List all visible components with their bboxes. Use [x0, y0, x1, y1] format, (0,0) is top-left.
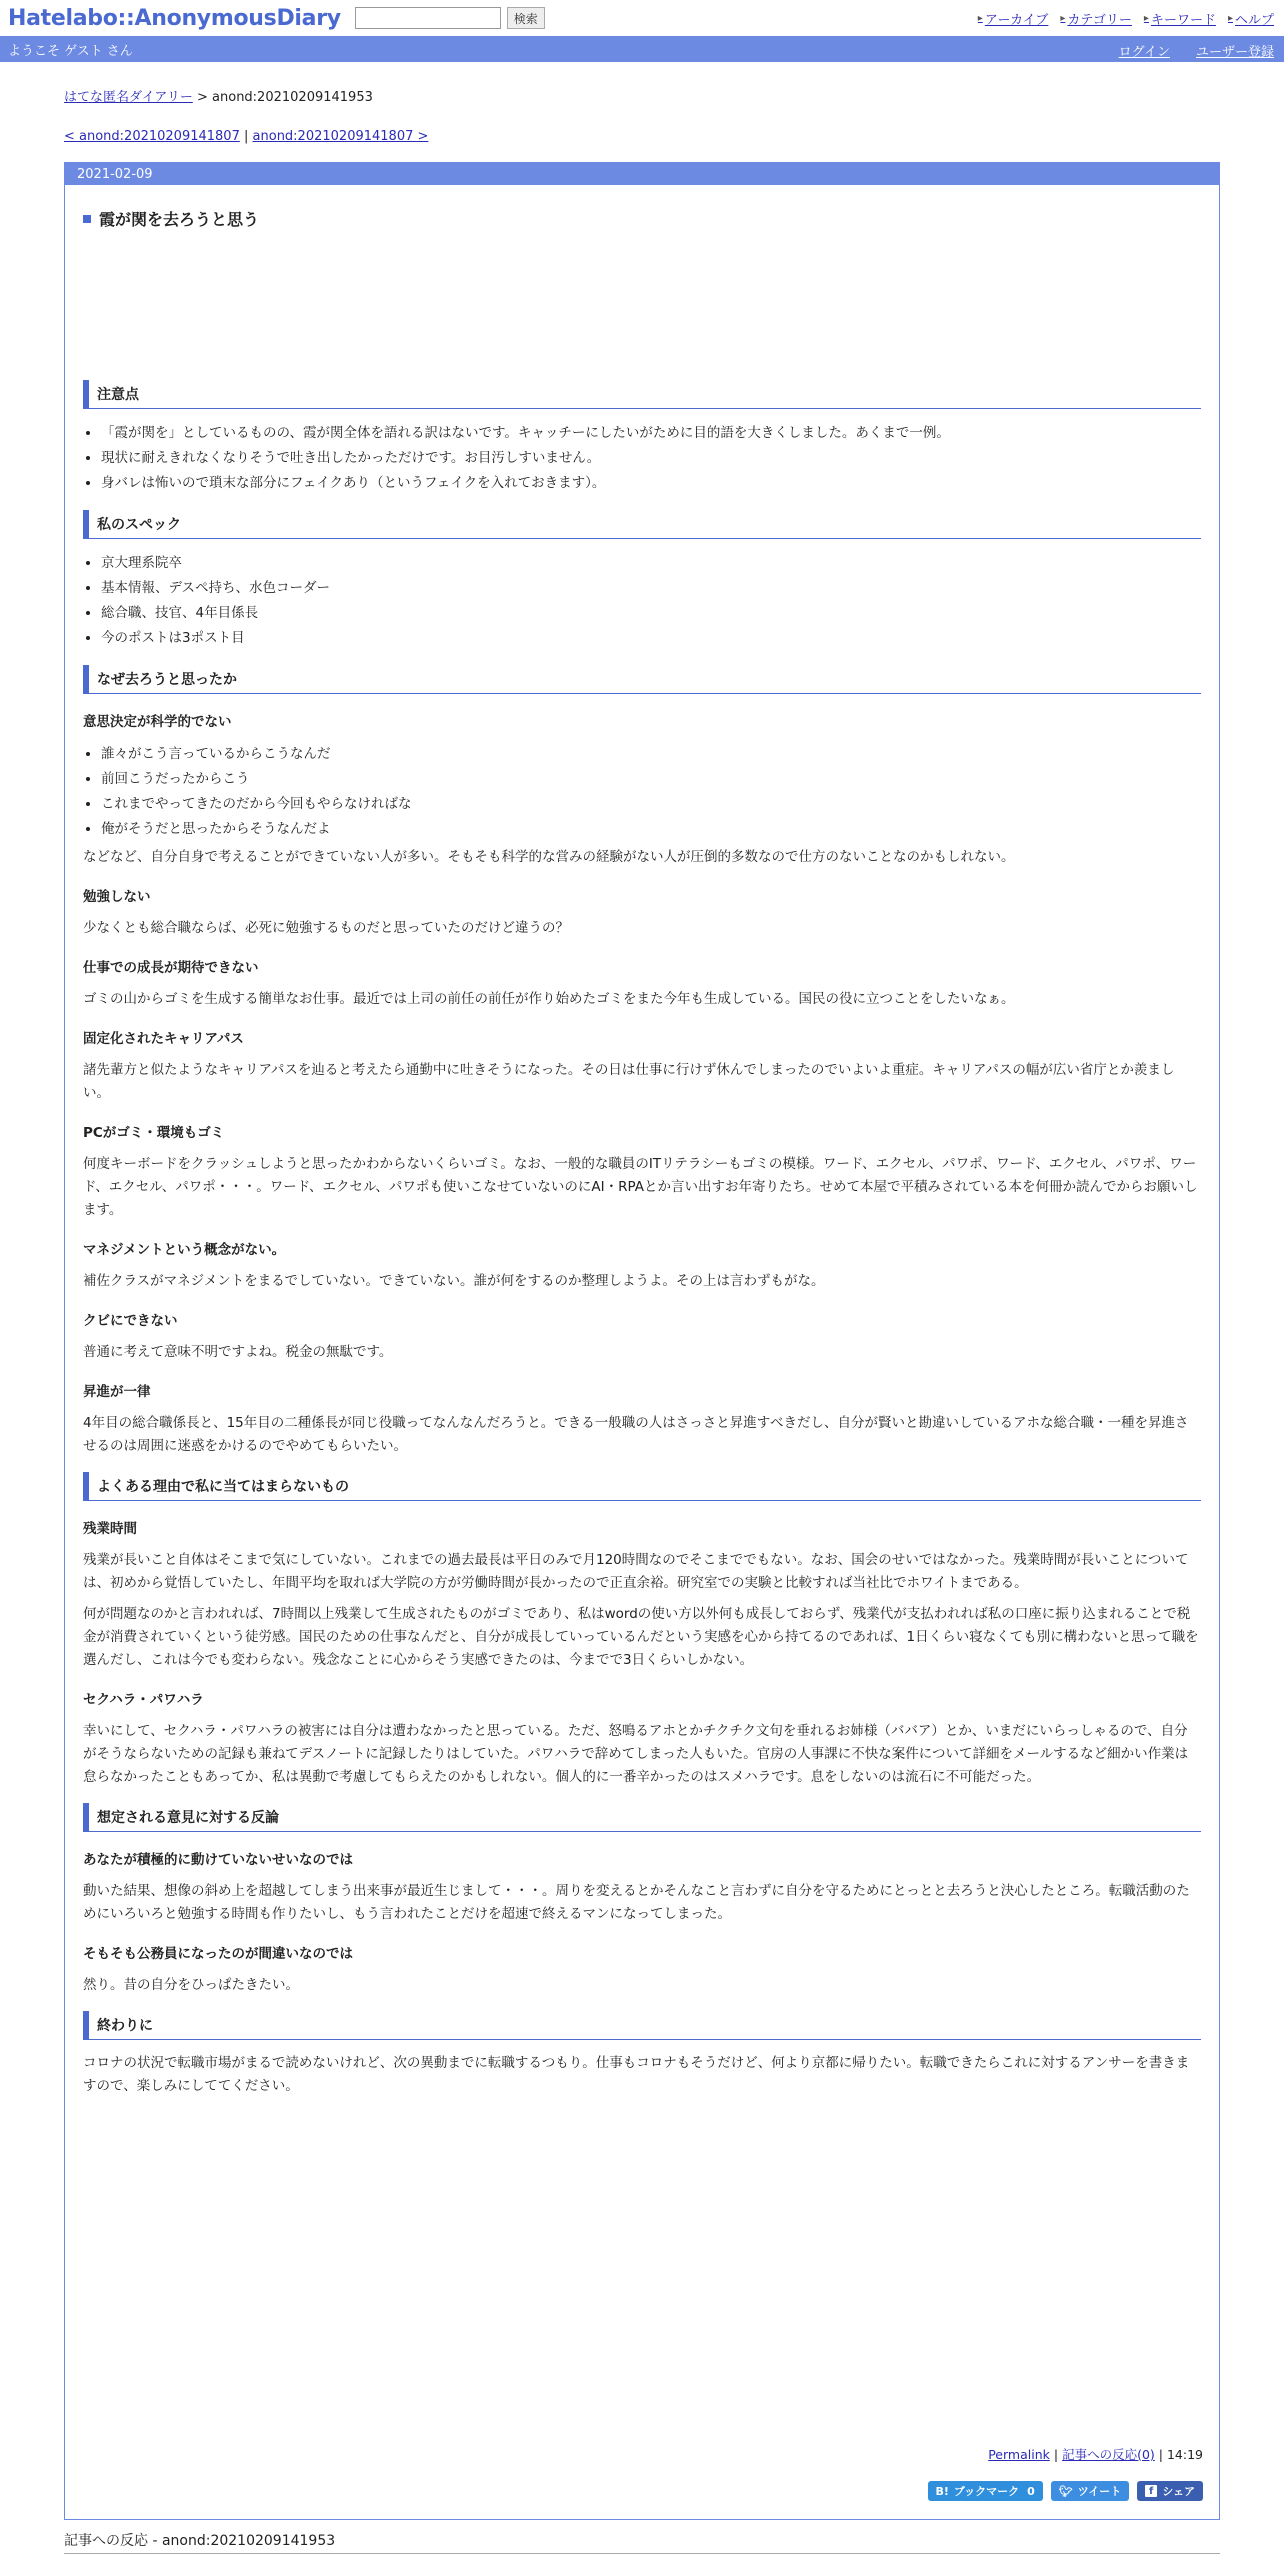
nav-help-link[interactable]	[1228, 9, 1274, 28]
next-entry-link[interactable]: anond:20210209141807 >	[252, 129, 429, 144]
entry-footer	[988, 2445, 1203, 2463]
subsection-heading: クビにできない	[83, 1313, 178, 1329]
nav-keyword-label: キーワード	[1150, 13, 1216, 28]
search-button[interactable]: 検索	[507, 7, 545, 29]
list-item: • 総合職、技官、4年目係長	[101, 601, 1201, 626]
hatena-bookmark-label: ブックマーク	[953, 2485, 1020, 2498]
chevron-right-icon: ▸	[1143, 13, 1149, 24]
bird-icon: 🐦︎	[1058, 2484, 1073, 2498]
main-content	[64, 86, 1220, 2554]
day-box	[64, 162, 1220, 2520]
hatena-bookmark-icon: B!	[935, 2484, 949, 2498]
entry-pager	[64, 129, 1220, 144]
section-heading: なぜ去ろうと思ったか	[83, 665, 1201, 694]
list-item: • 身バレは怖いので瑣末な部分にフェイクあり（というフェイクを入れておきます）。	[101, 471, 1201, 496]
hatena-bookmark-button[interactable]	[928, 2481, 1043, 2501]
list-item: • 誰々がこう言っているからこうなんだ	[101, 742, 1201, 767]
section-heading: 想定される意見に対する反論	[83, 1803, 1201, 1832]
subsection-heading: PCがゴミ・環境もゴミ	[83, 1125, 225, 1141]
breadcrumb	[64, 86, 1220, 105]
share-buttons	[928, 2481, 1204, 2501]
paragraph: 残業が長いこと自体はそこまで気にしていない。これまでの過去最長は平日のみで月120時間なのでそこまででもない。なお、国会のせいではなかった。残業時間が長いことについては、初めから覚悟していたし、年間平均を取れば大学院の方が労働時間が長かったので正直余裕。研究室での実験と比較すれば当社比でホワイトまである。	[83, 1552, 1189, 1591]
subsection-heading: セクハラ・パワハラ	[83, 1692, 204, 1708]
paragraph: などなど、自分自身で考えることができていない人が多い。そもそも科学的な営みの経験がない人が圧倒的多数なので仕方のないことなのかもしれない。	[83, 849, 1015, 865]
paragraph: 諸先輩方と似たようなキャリアパスを辿ると考えたら通勤中に吐きそうになった。その日は仕事に行けず休んでしまったのでいよいよ重症。キャリアパスの幅が広い省庁とか羨ましい。	[83, 1062, 1175, 1101]
facebook-share-label: シェア	[1162, 2485, 1195, 2498]
paragraph: 何が問題なのかと言われれば、7時間以上残業して生成されたものがゴミであり、私はwordの使い方以外何も成長しておらず、残業代が支払われれば私の口座に振り込まれることで税金が消費されていくという徒労感。国民のための仕事なんだと、自分が成長していっているんだという実感を心から持てるのであれば、1日くらい寝なくても別に構わないと思って職を選んだし、これは今でも変わらない。残念なことに心からそう実感できたのは、今までで3日くらいしかない。	[83, 1606, 1199, 1668]
nav-category-link[interactable]	[1060, 9, 1132, 28]
square-bullet-icon[interactable]	[83, 215, 91, 223]
paragraph: 補佐クラスがマネジメントをまるでしていない。できていない。誰が何をするのか整理しようよ。その上は言わずもがな。	[83, 1273, 825, 1289]
nav-archive-label: アーカイブ	[984, 13, 1049, 28]
paragraph: 4年目の総合職係長と、15年目の二種係長が同じ役職ってなんなんだろうと。できる一般職の人はさっさと昇進すべきだし、自分が賢いと勘違いしているアホな総合職・一種を昇進させるのは周囲に迷惑をかけるのでやめてもらいたい。	[83, 1415, 1189, 1454]
bullet-list	[83, 551, 1201, 651]
paragraph: ゴミの山からゴミを生成する簡単なお仕事。最近では上司の前任の前任が作り始めたゴミをまた今年も生成している。国民の役に立つことをしたいなぁ。	[83, 991, 1015, 1007]
paragraph: 動いた結果、想像の斜め上を超越してしまう出来事が最近生じまして・・・。周りを変えるとかそんなこと言わずに自分を守るためにとっとと去ろうと決心したところ。転職活動のためにいろいろと勉強する時間も作りたいし、もう言われたことだけを超速で終えるマンになってしまった。	[83, 1883, 1190, 1922]
nav-keyword-link[interactable]	[1144, 9, 1216, 28]
site-logo[interactable]: Hatelabo::AnonymousDiary	[8, 5, 341, 31]
section-heading: よくある理由で私に当てはまらないもの	[83, 1472, 1201, 1501]
section-heading: 注意点	[83, 380, 1201, 409]
facebook-icon: f	[1145, 2485, 1157, 2497]
subsection-heading: 勉強しない	[83, 889, 151, 905]
entry-title-text: 霞が関を去ろうと思う	[99, 210, 260, 229]
breadcrumb-current: anond:20210209141953	[212, 90, 373, 105]
footer-separator: |	[1053, 2447, 1059, 2462]
chevron-right-icon: ▸	[1227, 13, 1233, 24]
nav-archive-link[interactable]	[978, 9, 1049, 28]
tweet-label: ツイート	[1077, 2485, 1122, 2498]
list-item: • 基本情報、デスペ持ち、水色コーダー	[101, 576, 1201, 601]
list-item: • 俺がそうだと思ったからそうなんだよ	[101, 817, 1201, 842]
day-date: 2021-02-09	[65, 163, 1219, 185]
subsection-heading: あなたが積極的に動けていないせいなのでは	[83, 1852, 353, 1868]
tweet-button[interactable]	[1051, 2481, 1129, 2501]
subsection-heading: 仕事での成長が期待できない	[83, 960, 259, 976]
list-item: • これまでやってきたのだから今回もやらなければな	[101, 792, 1201, 817]
subsection-heading: 固定化されたキャリアパス	[83, 1031, 244, 1047]
paragraph: 然り。昔の自分をひっぱたきたい。	[83, 1977, 299, 1993]
register-link[interactable]: ユーザー登録	[1195, 45, 1274, 60]
login-link[interactable]: ログイン	[1118, 45, 1170, 60]
permalink-link[interactable]: Permalink	[988, 2447, 1050, 2462]
list-item: • 現状に耐えきれなくなりそうで吐き出したかっただけです。お目汚しすいません。	[101, 446, 1201, 471]
search-input[interactable]	[355, 7, 501, 29]
reactions-link[interactable]: 記事への反応(0)	[1062, 2447, 1155, 2462]
paragraph: 幸いにして、セクハラ・パワハラの被害には自分は遭わなかったと思っている。ただ、怒鳴るアホとかチクチク文句を垂れるお姉様（ババア）とか、いまだにいらっしゃるので、自分がそうならないための記録も兼ねてデスノートに記録したりはしていた。パワハラで辞めてしまった人もいた。官房の人事課に不快な案件について詳細をメールするなど細かい作業は怠らなかったこともあってか、私は異動で考慮してもらえたのかもしれない。個人的に一番辛かったのはスメハラです。息をしないのは流石に不可能だった。	[83, 1723, 1189, 1785]
bullet-list	[83, 421, 1201, 496]
paragraph: 普通に考えて意味不明ですよね。税金の無駄です。	[83, 1344, 393, 1360]
entry-time: 14:19	[1166, 2447, 1203, 2462]
nav-category-label: カテゴリー	[1067, 13, 1132, 28]
list-item: • 京大理系院卒	[101, 551, 1201, 576]
section-heading: 終わりに	[83, 2011, 1201, 2040]
list-item: • 今のポストは3ポスト目	[101, 626, 1201, 651]
breadcrumb-home-link[interactable]: はてな匿名ダイアリー	[64, 90, 193, 105]
facebook-share-button[interactable]	[1137, 2481, 1203, 2501]
list-item: • 「霞が関を」としているものの、霞が関全体を語れる訳はないです。キャッチーにしたいがために目的語を大きくしました。あくまで一例。	[101, 421, 1201, 446]
entry-article	[65, 185, 1219, 2098]
user-bar	[0, 36, 1284, 62]
bullet-list	[83, 742, 1201, 842]
breadcrumb-separator: >	[196, 90, 208, 105]
subsection-heading: そもそも公務員になったのが間違いなのでは	[83, 1946, 353, 1962]
hatena-bookmark-count: 0	[1027, 2484, 1035, 2498]
top-nav	[978, 9, 1274, 28]
list-item: • 前回こうだったからこう	[101, 767, 1201, 792]
welcome-text: ようこそ ゲスト さん	[8, 43, 133, 59]
subsection-heading: マネジメントという概念がない。	[83, 1242, 286, 1258]
nav-help-label: ヘルプ	[1234, 13, 1274, 28]
paragraph: 何度キーボードをクラッシュしようと思ったかわからないくらいゴミ。なお、一般的な職員のITリテラシーもゴミの模様。ワード、エクセル、パワポ、ワード、エクセル、パワポ、ワード、エクセル、パワポ・・・。ワード、エクセル、パワポも使いこなせていないのにAI・RPAとか言い出すお年寄りたち。せめて本屋で平積みされている本を何冊か読んでからお願いします。	[83, 1156, 1198, 1218]
prev-entry-link[interactable]: < anond:20210209141807	[64, 129, 240, 144]
chevron-right-icon: ▸	[977, 13, 983, 24]
pager-separator: |	[244, 129, 249, 144]
footer-separator: |	[1158, 2447, 1163, 2462]
subsection-heading: 昇進が一律	[83, 1384, 151, 1400]
paragraph: 少なくとも総合職ならば、必死に勉強するものだと思っていたのだけど違うの？	[83, 920, 569, 936]
paragraph: コロナの状況で転職市場がまるで読めないけれど、次の異動までに転職するつもり。仕事もコロナもそうだけど、何より京都に帰りたい。転職できたらこれに対するアンサーを書きますので、楽しみにしててください。	[83, 2055, 1190, 2094]
top-header	[0, 0, 1284, 36]
chevron-right-icon: ▸	[1060, 13, 1066, 24]
entry-body	[83, 380, 1201, 2098]
blank-space	[83, 230, 1201, 366]
user-links	[1119, 41, 1274, 60]
section-heading: 私のスペック	[83, 510, 1201, 539]
subsection-heading: 意思決定が科学的でない	[83, 714, 232, 730]
entry-title	[83, 207, 1201, 230]
subsection-heading: 残業時間	[83, 1521, 137, 1537]
reactions-heading: 記事への反応 - anond:20210209141953	[64, 2530, 1220, 2554]
